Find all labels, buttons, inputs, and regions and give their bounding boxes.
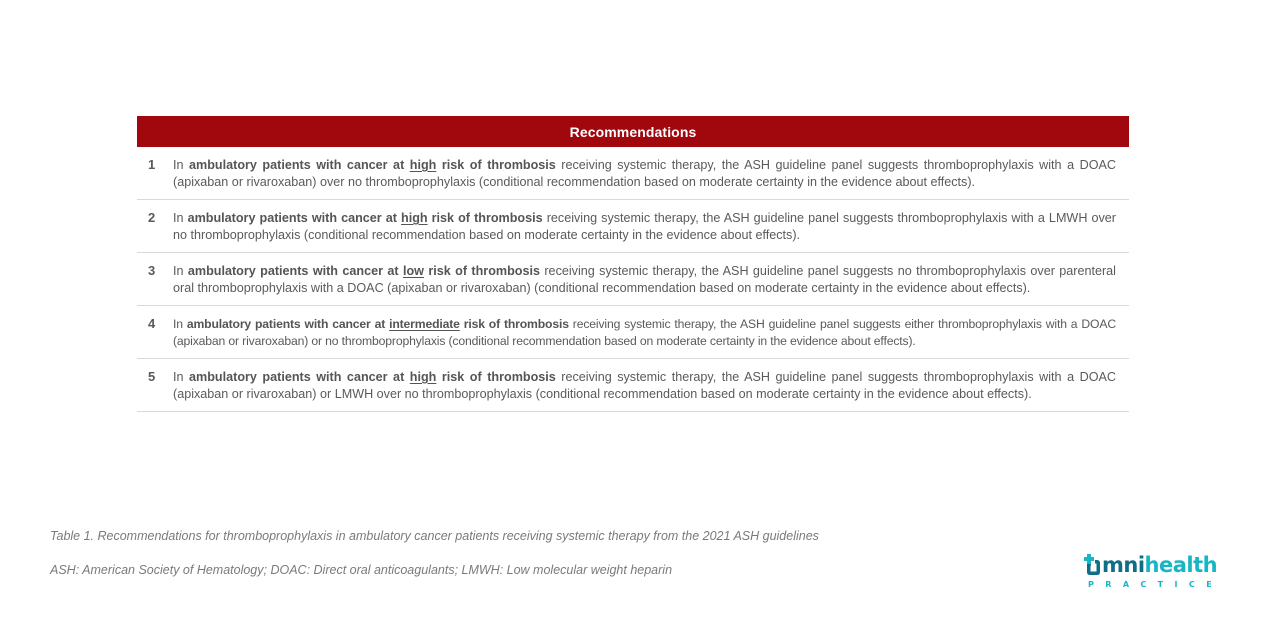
- row-text: In ambulatory patients with cancer at high risk of thrombosis receiving systemic therapy, the ASH guideline panel suggests thromboprophylaxis with a LMWH over no thromboprophylaxis (conditional recommendation based on moderate certainty in the evidence about effects).: [173, 211, 1116, 242]
- table-row: [137, 306, 1129, 359]
- table-row: [137, 253, 1129, 306]
- row-text: In ambulatory patients with cancer at high risk of thrombosis receiving systemic therapy, the ASH guideline panel suggests thromboprophylaxis with a DOAC (apixaban or rivaroxaban) over no thromboprophylaxis (conditional recommendation based on moderate certainty in the evidence about effects).: [173, 158, 1116, 189]
- table-caption: Table 1. Recommendations for thromboprophylaxis in ambulatory cancer patients receiving systemic therapy from the 2021 ASH guidelines: [50, 529, 819, 543]
- table-row: [137, 147, 1129, 200]
- omnihealth-logo: [1084, 553, 1224, 590]
- row-number: 2: [148, 210, 156, 225]
- table-row: [137, 200, 1129, 253]
- logo-mark-icon: [1084, 554, 1102, 576]
- logo-subtitle: PRACTICE: [1088, 580, 1224, 589]
- row-text: In ambulatory patients with cancer at intermediate risk of thrombosis receiving systemic therapy, the ASH guideline panel suggests either thromboprophylaxis with a DOAC (apixaban or rivaroxaban) or no thromboprophylaxis (conditional recommendation based on moderate certainty in the evidence about effects).: [173, 317, 1117, 348]
- table-header: Recommendations: [137, 116, 1129, 147]
- logo-wordmark: mnihealth: [1102, 553, 1218, 577]
- row-number: 5: [148, 369, 156, 384]
- row-number: 1: [148, 157, 156, 172]
- table-row: [137, 359, 1129, 412]
- row-text: In ambulatory patients with cancer at high risk of thrombosis receiving systemic therapy, the ASH guideline panel suggests thromboprophylaxis with a DOAC (apixaban or rivaroxaban) or LMWH over no thromboprophylaxis (conditional recommendation based on moderate certainty in the evidence about effects).: [173, 370, 1116, 401]
- abbreviations-note: ASH: American Society of Hematology; DOAC: Direct oral anticoagulants; LMWH: Low molecular weight heparin: [50, 563, 673, 577]
- row-number: 3: [148, 263, 156, 278]
- row-text: In ambulatory patients with cancer at low risk of thrombosis receiving systemic therapy, the ASH guideline panel suggests no thromboprophylaxis over parenteral oral thromboprophylaxis with a DOAC (apixaban or rivaroxaban) (conditional recommendation based on moderate certainty in the evidence about effects).: [173, 264, 1116, 295]
- row-number: 4: [148, 316, 156, 331]
- recommendations-table: [137, 116, 1129, 412]
